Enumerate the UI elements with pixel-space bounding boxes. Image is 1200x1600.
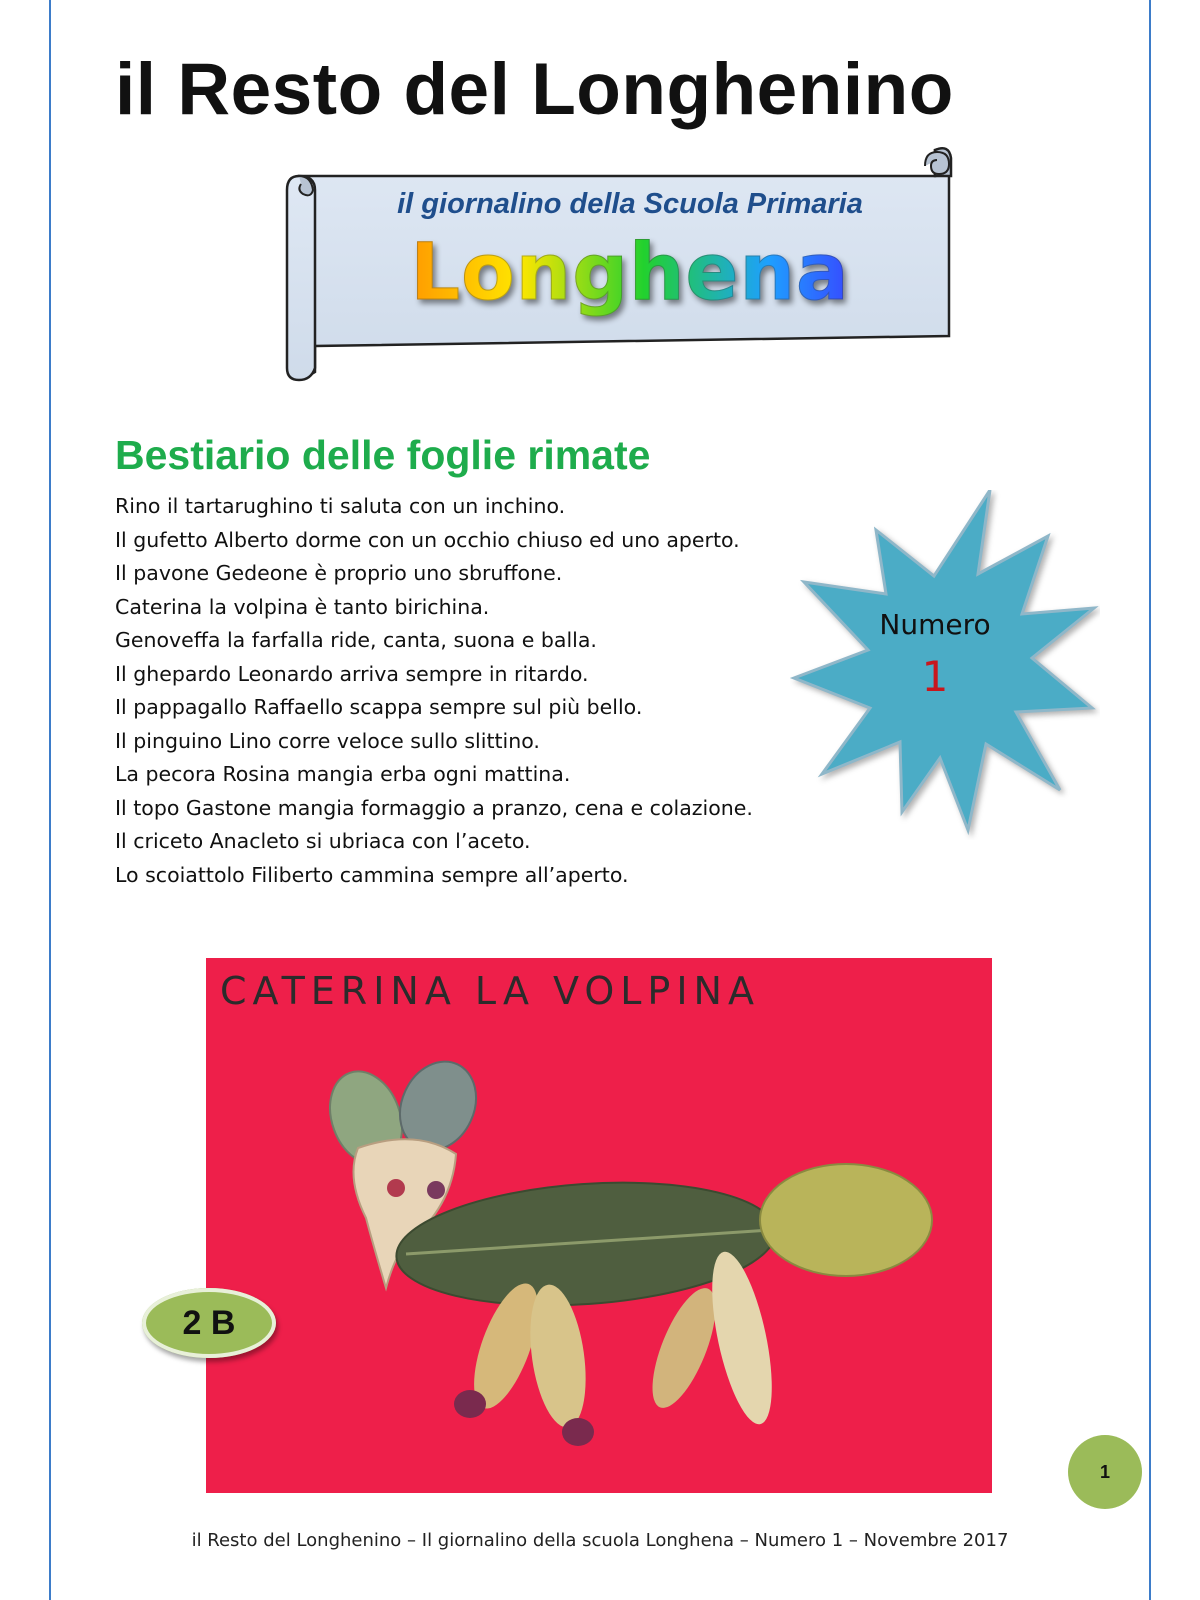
poem-line: Caterina la volpina è tanto birichina. — [115, 594, 490, 619]
article-title: Bestiario delle foglie rimate — [115, 432, 651, 478]
page-footer: il Resto del Longhenino – Il giornalino della scuola Longhena – Numero 1 – Novembre 2017 — [191, 1530, 1009, 1551]
poem-lines — [115, 490, 753, 892]
poem-line: Il pappagallo Raffaello scappa sempre sul più bello. — [115, 695, 643, 719]
poem-line: Rino il tartarughino ti saluta con un inchino. — [115, 494, 566, 518]
fox-paw — [562, 1418, 594, 1446]
fox-tail — [760, 1164, 932, 1276]
poem-line: Il criceto Anacleto si ubriaca con l’aceto. — [115, 829, 531, 853]
poem-line: Lo scoiattolo Filiberto cammina sempre all’aperto. — [115, 862, 629, 887]
poem-line: Il topo Gastone mangia formaggio a pranzo, cena e colazione. — [115, 795, 753, 820]
class-badge: 2 B — [142, 1288, 276, 1358]
page-border-left — [49, 0, 51, 1600]
banner-school-name: Longhena — [285, 228, 975, 318]
poem-line: La pecora Rosina mangia erba ogni mattina. — [115, 762, 571, 786]
issue-number: 1 — [921, 652, 949, 701]
masthead-title: il Resto del Longhenino — [115, 49, 954, 130]
page-number-badge: 1 — [1068, 1435, 1142, 1509]
artwork-caption: CATERINA LA VOLPINA — [220, 969, 760, 1013]
scroll-banner — [285, 146, 975, 386]
fox-eye-left — [387, 1179, 405, 1197]
page-border-right — [1149, 0, 1151, 1600]
poem-line: Il pinguino Lino corre veloce sullo slittino. — [115, 728, 540, 753]
poem-line: Genoveffa la farfalla ride, canta, suona e balla. — [115, 628, 597, 652]
fox-eye-right — [427, 1181, 445, 1199]
banner-subtitle: il giornalino della Scuola Primaria — [397, 188, 863, 220]
issue-label: Numero — [879, 608, 991, 641]
poem-line: Il gufetto Alberto dorme con un occhio chiuso ed uno aperto. — [115, 527, 740, 552]
poem-line: Il pavone Gedeone è proprio uno sbruffone. — [115, 561, 563, 585]
leaf-fox-artwork — [206, 958, 992, 1493]
fox-paw — [454, 1390, 486, 1418]
poem-line: Il ghepardo Leonardo arriva sempre in ritardo. — [115, 661, 589, 686]
